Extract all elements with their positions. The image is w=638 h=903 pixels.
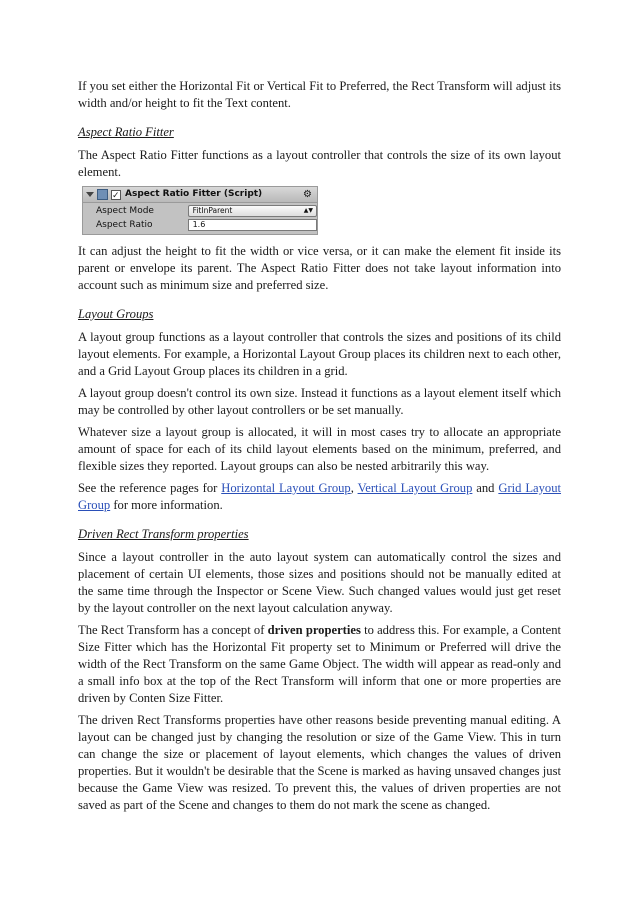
aspect-mode-value: FitInParent xyxy=(192,206,233,215)
inspector-title: Aspect Ratio Fitter (Script) xyxy=(125,189,263,199)
see-and: and xyxy=(472,481,499,495)
layout-groups-paragraph-1: A layout group functions as a layout controller that controls the sizes and positions of its child layout elements. For example, a Horizontal Layout Group places its children next to each other, and a Grid Layout Group places its children in a grid. xyxy=(78,330,561,378)
document-page xyxy=(78,78,561,819)
aspect-ratio-field[interactable]: 1.6 xyxy=(188,219,317,231)
inspector-header[interactable] xyxy=(83,187,317,203)
aspect-paragraph-1: The Aspect Ratio Fitter functions as a layout controller that controls the size of its own layout element. xyxy=(78,148,561,179)
link-horizontal-layout-group[interactable]: Horizontal Layout Group xyxy=(221,481,351,495)
aspect-mode-dropdown[interactable] xyxy=(188,205,317,217)
aspect-mode-label: Aspect Mode xyxy=(96,205,154,216)
driven-paragraph-3: The driven Rect Transforms properties have other reasons beside preventing manual editing. A layout can be changed just by changing the resolution or size of the Game View. This in turn can change the size or placement of layout elements, which changes the values of driven properties. But it wouldn't be desirable that the Scene is marked as having unsaved changes just because the Game View was resized. To prevent this, the values of driven properties are not saved as part of the Scene and changes to them do not mark the scene as changed. xyxy=(78,713,561,812)
aspect-ratio-label: Aspect Ratio xyxy=(96,219,153,230)
layout-groups-paragraph-2: A layout group doesn't control its own size. Instead it functions as a layout element itself which may be controlled by other layout controllers or be set manually. xyxy=(78,386,561,417)
driven-properties-term: driven properties xyxy=(267,623,361,637)
see-prefix: See the reference pages for xyxy=(78,481,222,495)
heading-aspect-ratio-fitter: Aspect Ratio Fitter xyxy=(78,125,174,139)
intro-paragraph: If you set either the Horizontal Fit or Vertical Fit to Preferred, the Rect Transform will adjust its width and/or height to fit the Text content. xyxy=(78,79,561,110)
see-separator: , xyxy=(350,481,358,495)
gear-icon[interactable]: ⚙ xyxy=(303,189,312,200)
heading-layout-groups: Layout Groups xyxy=(78,307,154,321)
aspect-ratio-row xyxy=(83,218,317,232)
heading-driven-rect-transform: Driven Rect Transform properties xyxy=(78,527,249,541)
see-suffix: for more information. xyxy=(110,498,223,512)
link-vertical-layout-group[interactable]: Vertical Layout Group xyxy=(357,481,473,495)
driven-p2-start: The Rect Transform has a concept of xyxy=(78,623,268,637)
layout-groups-see-also xyxy=(78,480,561,514)
driven-paragraph-1: Since a layout controller in the auto layout system can automatically control the sizes and placement of certain UI elements, those sizes and positions should not be manually edited at the same time through the Inspector or Scene View. Such changed values would just get reset by the layout controller on the next layout calculation anyway. xyxy=(78,550,561,615)
driven-p2-rest: to address this. For example, a Content Size Fitter which has the Horizontal Fit property set to Minimum or Preferred will drive the width of the Rect Transform on the same Game Object. The width will appear as read-only and a small info box at the top of the Rect Transform will inform that one or more properties are driven by Conten Size Fitter. xyxy=(78,623,561,705)
aspect-ratio-fitter-inspector xyxy=(82,186,318,235)
dropdown-arrows-icon: ▲▼ xyxy=(303,207,313,214)
foldout-triangle-icon[interactable] xyxy=(86,192,94,197)
aspect-paragraph-2: It can adjust the height to fit the width or vice versa, or it can make the element fit inside its parent or envelope its parent. The Aspect Ratio Fitter does not take layout information into account such as minimum size and preferred size. xyxy=(78,244,561,292)
driven-paragraph-2 xyxy=(78,622,561,707)
enabled-checkbox[interactable] xyxy=(111,190,121,200)
link-grid-layout-group[interactable]: Grid Layout Group xyxy=(78,481,562,512)
script-component-icon xyxy=(97,189,108,200)
layout-groups-paragraph-3: Whatever size a layout group is allocated, it will in most cases try to allocate an appropriate amount of space for each of its child layout elements based on the minimum, preferred, and flexible sizes they reported. Layout groups can also be nested arbitrarily this way. xyxy=(78,425,561,473)
